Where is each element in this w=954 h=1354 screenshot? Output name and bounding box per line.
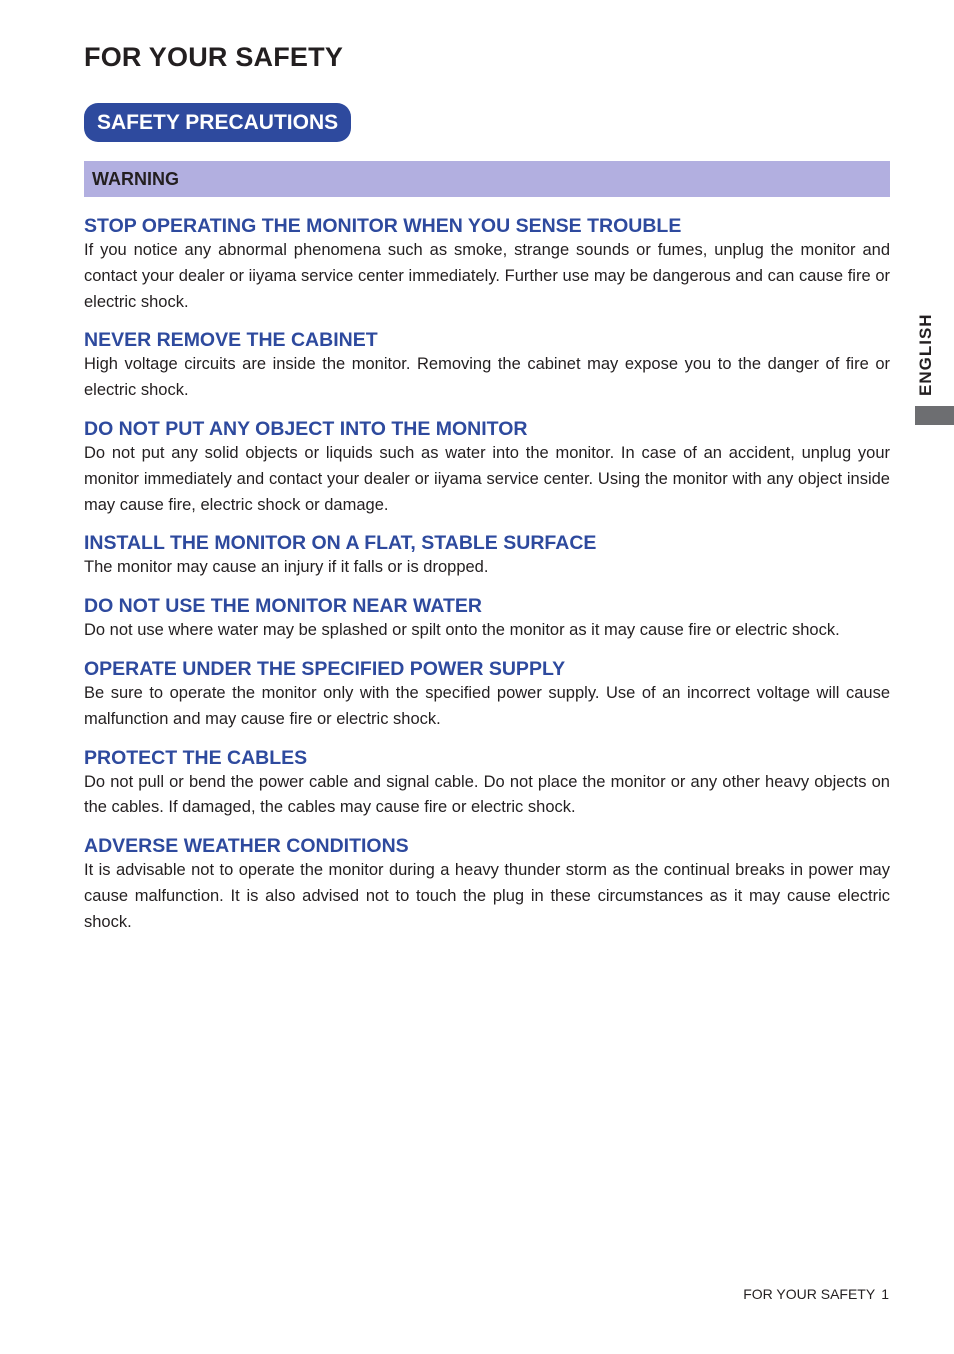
language-side-tab-label: ENGLISH	[916, 313, 935, 396]
safety-item-heading: INSTALL THE MONITOR ON A FLAT, STABLE SURFACE	[84, 532, 597, 555]
page-title: FOR YOUR SAFETY	[84, 42, 344, 72]
safety-item-heading: NEVER REMOVE THE CABINET	[84, 329, 378, 352]
safety-item-body: Be sure to operate the monitor only with the specified power supply. Use of an incorrect voltage will cause malfunction and may cause fire or electric shock.	[84, 683, 890, 728]
safety-item	[84, 214, 890, 315]
safety-item-body: Do not use where water may be splashed or spilt onto the monitor as it may cause fire or electric shock.	[84, 621, 840, 640]
safety-item	[84, 746, 890, 822]
safety-item-heading: OPERATE UNDER THE SPECIFIED POWER SUPPLY	[84, 657, 566, 680]
safety-item-body: High voltage circuits are inside the monitor. Removing the cabinet may expose you to the danger of fire or electric shock.	[84, 355, 890, 400]
safety-item-list	[84, 214, 890, 949]
language-side-tab	[914, 288, 954, 426]
warning-banner: WARNING	[84, 161, 890, 197]
safety-item-heading: DO NOT USE THE MONITOR NEAR WATER	[84, 595, 482, 618]
page-number: 1	[881, 1286, 889, 1302]
safety-item-body: Do not pull or bend the power cable and signal cable. Do not place the monitor or any other heavy objects on the cables. If damaged, the cables may cause fire or electric shock.	[84, 772, 890, 817]
safety-item-body: If you notice any abnormal phenomena such as smoke, strange sounds or fumes, unplug the monitor and contact your dealer or iiyama service center immediately. Further use may be dangerous and can cause fire or electric shock.	[84, 241, 890, 311]
safety-item-heading: ADVERSE WEATHER CONDITIONS	[84, 835, 409, 858]
safety-item	[84, 834, 890, 935]
safety-item-body: The monitor may cause an injury if it falls or is dropped.	[84, 558, 489, 577]
safety-item-heading: DO NOT PUT ANY OBJECT INTO THE MONITOR	[84, 417, 528, 440]
safety-item-heading: STOP OPERATING THE MONITOR WHEN YOU SENSE TROUBLE	[84, 215, 682, 237]
safety-item	[84, 417, 890, 518]
safety-item-body: Do not put any solid objects or liquids such as water into the monitor. In case of an accident, unplug your monitor immediately and contact your dealer or iiyama service center. Using the monitor with any object inside may cause fire, electric shock or damage.	[84, 443, 890, 514]
safety-item-body: It is advisable not to operate the monitor during a heavy thunder storm as the continual breaks in power may cause malfunction. It is also advised not to touch the plug in these circumstances as it may cause electric shock.	[84, 861, 890, 931]
safety-item	[84, 657, 890, 733]
footer-section-label: FOR YOUR SAFETY	[743, 1286, 876, 1302]
section-heading-safety-precautions: SAFETY PRECAUTIONS	[84, 103, 351, 142]
safety-item	[84, 594, 890, 644]
language-side-tab-marker	[915, 406, 954, 425]
safety-item-heading: PROTECT THE CABLES	[84, 746, 308, 769]
safety-item	[84, 328, 890, 404]
safety-item	[84, 531, 890, 581]
page-footer	[743, 1286, 889, 1302]
